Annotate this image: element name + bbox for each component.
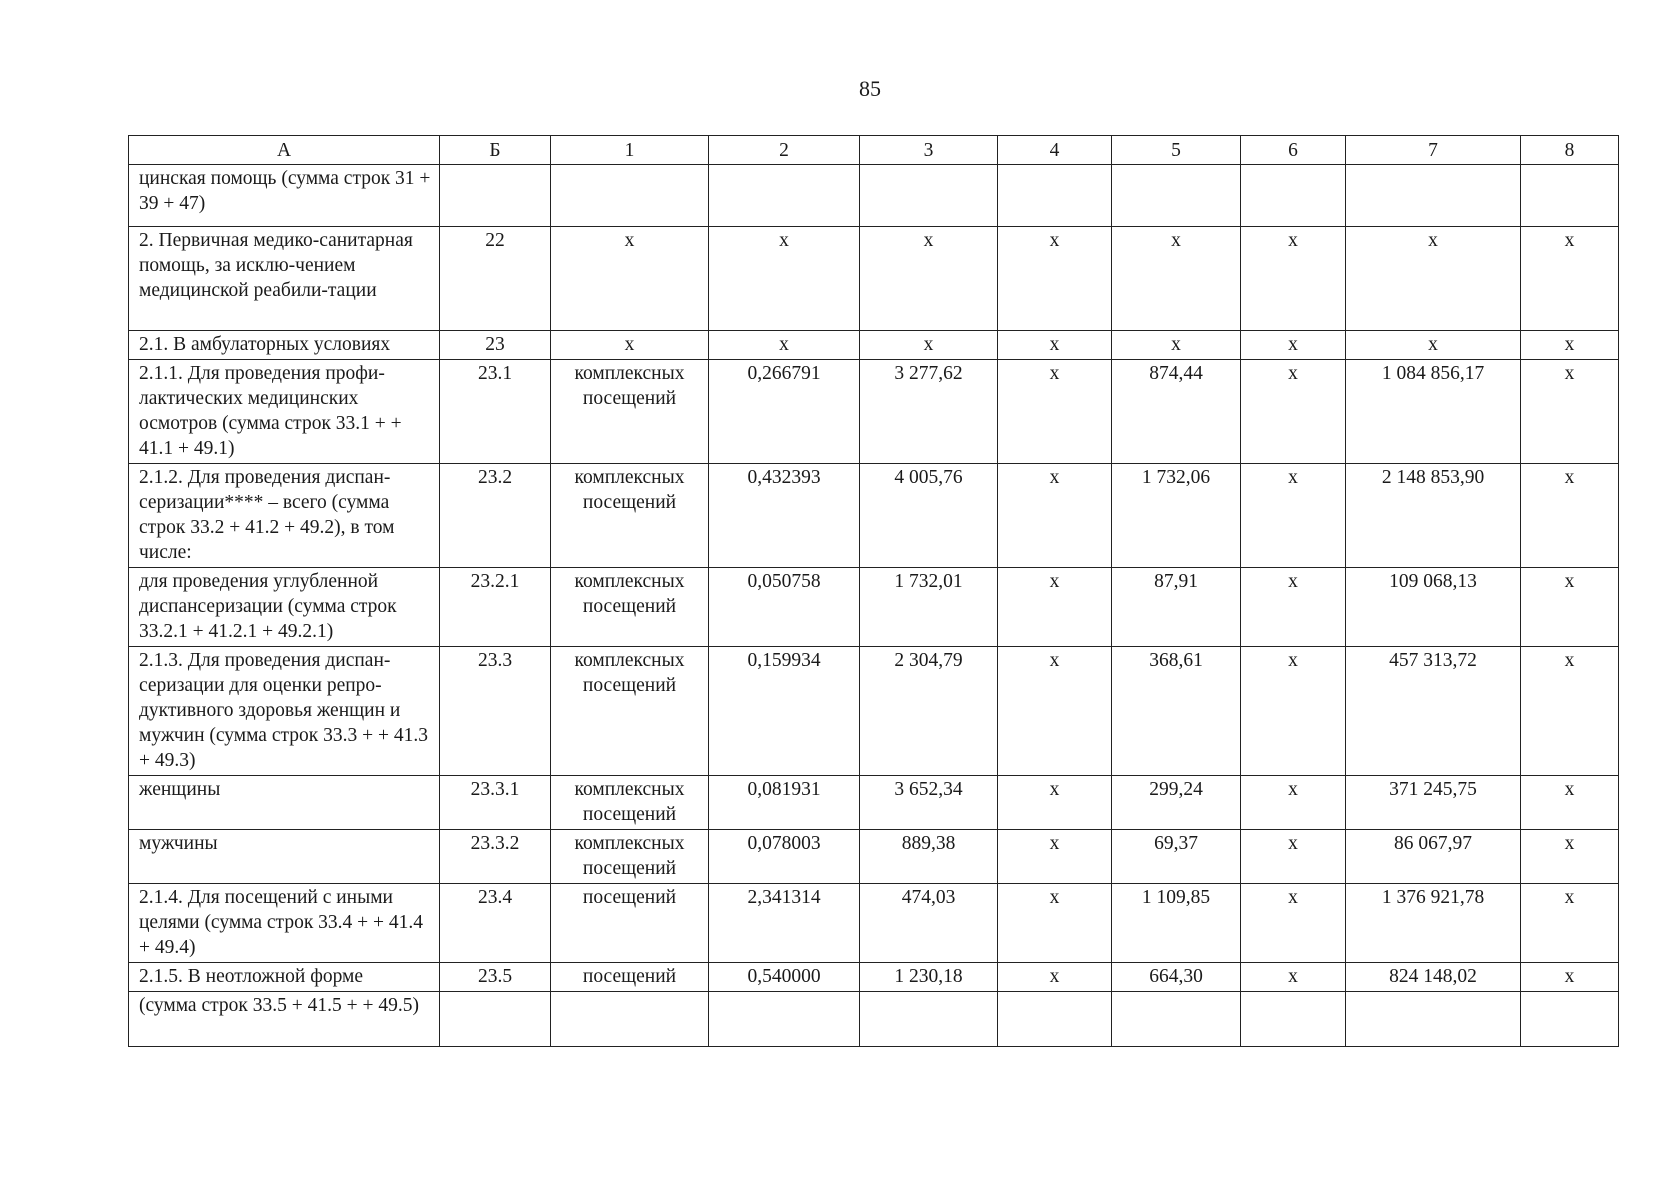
cell-col-6: х [1241, 776, 1346, 830]
cell-col-3: 889,38 [860, 830, 998, 884]
cell-col-5 [1112, 165, 1241, 227]
cell-col-5 [1112, 992, 1241, 1047]
cell-col-2: 0,050758 [709, 568, 860, 647]
cell-unit: комплексных посещений [551, 647, 709, 776]
cell-unit: х [551, 331, 709, 360]
cell-col-2: 0,078003 [709, 830, 860, 884]
header-col-4: 4 [998, 136, 1112, 165]
cell-col-7: 2 148 853,90 [1346, 464, 1521, 568]
row-code: 23.3 [440, 647, 551, 776]
cell-col-7: 1 084 856,17 [1346, 360, 1521, 464]
cell-col-4: х [998, 331, 1112, 360]
cell-col-8 [1521, 992, 1619, 1047]
cell-col-7: 457 313,72 [1346, 647, 1521, 776]
cell-col-8 [1521, 165, 1619, 227]
table-header [129, 136, 1619, 165]
cell-col-4: х [998, 776, 1112, 830]
cell-col-8: х [1521, 464, 1619, 568]
cell-col-7: х [1346, 331, 1521, 360]
cell-col-3: х [860, 227, 998, 331]
cell-col-8: х [1521, 963, 1619, 992]
cell-col-8: х [1521, 227, 1619, 331]
header-col-b: Б [440, 136, 551, 165]
cell-col-2 [709, 165, 860, 227]
cell-col-6: х [1241, 963, 1346, 992]
cell-col-3 [860, 992, 998, 1047]
row-label: (сумма строк 33.5 + 41.5 + + 49.5) [129, 992, 440, 1047]
row-code: 22 [440, 227, 551, 331]
row-code: 23.1 [440, 360, 551, 464]
row-code: 23.3.2 [440, 830, 551, 884]
header-col-7: 7 [1346, 136, 1521, 165]
table-body [129, 165, 1619, 1047]
cell-col-5: 368,61 [1112, 647, 1241, 776]
cell-col-8: х [1521, 568, 1619, 647]
row-label: для проведения углубленной диспансеризации (сумма строк 33.2.1 + 41.2.1 + 49.2.1) [129, 568, 440, 647]
cell-col-6: х [1241, 647, 1346, 776]
cell-col-7 [1346, 992, 1521, 1047]
cell-col-2: 0,266791 [709, 360, 860, 464]
cell-col-6: х [1241, 884, 1346, 963]
cell-col-7: 371 245,75 [1346, 776, 1521, 830]
cell-col-5: 874,44 [1112, 360, 1241, 464]
cell-col-3: 1 732,01 [860, 568, 998, 647]
row-code: 23 [440, 331, 551, 360]
cell-col-8: х [1521, 830, 1619, 884]
table-row [129, 776, 1619, 830]
cell-col-7: 109 068,13 [1346, 568, 1521, 647]
cell-col-2: 0,540000 [709, 963, 860, 992]
data-table [128, 135, 1619, 1047]
table-row [129, 830, 1619, 884]
row-label: 2.1. В амбулаторных условиях [129, 331, 440, 360]
cell-col-5: 87,91 [1112, 568, 1241, 647]
cell-col-8: х [1521, 776, 1619, 830]
row-label: 2.1.1. Для проведения профи-лактических медицинских осмотров (сумма строк 33.1 + + 41.1 + 49.1) [129, 360, 440, 464]
row-code: 23.4 [440, 884, 551, 963]
cell-col-6: х [1241, 360, 1346, 464]
row-code: 23.2 [440, 464, 551, 568]
cell-col-6: х [1241, 464, 1346, 568]
table-row [129, 227, 1619, 331]
row-code [440, 165, 551, 227]
cell-col-7 [1346, 165, 1521, 227]
header-col-5: 5 [1112, 136, 1241, 165]
table-row [129, 884, 1619, 963]
cell-unit: комплексных посещений [551, 830, 709, 884]
cell-unit: посещений [551, 963, 709, 992]
cell-unit: комплексных посещений [551, 464, 709, 568]
table-row [129, 992, 1619, 1047]
cell-unit [551, 992, 709, 1047]
cell-col-3: 474,03 [860, 884, 998, 963]
cell-col-6: х [1241, 830, 1346, 884]
cell-col-3: 1 230,18 [860, 963, 998, 992]
cell-col-8: х [1521, 884, 1619, 963]
table-row [129, 568, 1619, 647]
cell-col-2 [709, 992, 860, 1047]
cell-col-4: х [998, 963, 1112, 992]
header-col-8: 8 [1521, 136, 1619, 165]
row-label: цинская помощь (сумма строк 31 + 39 + 47) [129, 165, 440, 227]
cell-col-4: х [998, 884, 1112, 963]
cell-col-3: 4 005,76 [860, 464, 998, 568]
row-code: 23.3.1 [440, 776, 551, 830]
cell-col-2: 0,159934 [709, 647, 860, 776]
row-code [440, 992, 551, 1047]
cell-unit [551, 165, 709, 227]
row-code: 23.5 [440, 963, 551, 992]
header-col-a: А [129, 136, 440, 165]
cell-col-7: 86 067,97 [1346, 830, 1521, 884]
row-label: 2.1.4. Для посещений с иными целями (сумма строк 33.4 + + 41.4 + 49.4) [129, 884, 440, 963]
cell-col-2: 0,432393 [709, 464, 860, 568]
cell-col-8: х [1521, 647, 1619, 776]
cell-col-6 [1241, 992, 1346, 1047]
cell-col-5: х [1112, 227, 1241, 331]
row-label: 2.1.5. В неотложной форме [129, 963, 440, 992]
header-col-6: 6 [1241, 136, 1346, 165]
cell-col-6: х [1241, 568, 1346, 647]
table-row [129, 963, 1619, 992]
cell-col-2: 2,341314 [709, 884, 860, 963]
cell-col-5: 664,30 [1112, 963, 1241, 992]
cell-unit: комплексных посещений [551, 360, 709, 464]
cell-unit: посещений [551, 884, 709, 963]
cell-col-6 [1241, 165, 1346, 227]
cell-col-6: х [1241, 227, 1346, 331]
row-label: женщины [129, 776, 440, 830]
row-label: 2. Первичная медико-санитарная помощь, за исклю-чением медицинской реабили-тации [129, 227, 440, 331]
cell-col-2: х [709, 331, 860, 360]
header-col-2: 2 [709, 136, 860, 165]
table-row [129, 331, 1619, 360]
cell-col-7: 824 148,02 [1346, 963, 1521, 992]
header-col-1: 1 [551, 136, 709, 165]
cell-col-2: 0,081931 [709, 776, 860, 830]
table-row [129, 360, 1619, 464]
cell-col-8: х [1521, 331, 1619, 360]
table-row [129, 165, 1619, 227]
cell-col-4 [998, 165, 1112, 227]
header-row [129, 136, 1619, 165]
cell-col-5: х [1112, 331, 1241, 360]
cell-col-4: х [998, 464, 1112, 568]
cell-col-5: 69,37 [1112, 830, 1241, 884]
table-row [129, 464, 1619, 568]
row-label: мужчины [129, 830, 440, 884]
cell-col-7: х [1346, 227, 1521, 331]
page-number: 85 [859, 76, 881, 101]
cell-col-3: 3 277,62 [860, 360, 998, 464]
row-label: 2.1.3. Для проведения диспан-серизации для оценки репро-дуктивного здоровья женщин и мужчин (сумма строк 33.3 + + 41.3 + 49.3) [129, 647, 440, 776]
cell-col-8: х [1521, 360, 1619, 464]
row-code: 23.2.1 [440, 568, 551, 647]
cell-col-4 [998, 992, 1112, 1047]
cell-col-3: 3 652,34 [860, 776, 998, 830]
cell-col-3: 2 304,79 [860, 647, 998, 776]
cell-col-4: х [998, 568, 1112, 647]
cell-col-4: х [998, 647, 1112, 776]
cell-col-4: х [998, 360, 1112, 464]
table-row [129, 647, 1619, 776]
cell-col-5: 1 732,06 [1112, 464, 1241, 568]
cell-col-7: 1 376 921,78 [1346, 884, 1521, 963]
cell-col-3 [860, 165, 998, 227]
cell-col-3: х [860, 331, 998, 360]
cell-col-4: х [998, 830, 1112, 884]
row-label: 2.1.2. Для проведения диспан-серизации**** – всего (сумма строк 33.2 + 41.2 + 49.2), в том числе: [129, 464, 440, 568]
cell-unit: х [551, 227, 709, 331]
cell-col-4: х [998, 227, 1112, 331]
header-col-3: 3 [860, 136, 998, 165]
cell-unit: комплексных посещений [551, 776, 709, 830]
cell-col-5: 299,24 [1112, 776, 1241, 830]
cell-unit: комплексных посещений [551, 568, 709, 647]
cell-col-2: х [709, 227, 860, 331]
cell-col-6: х [1241, 331, 1346, 360]
cell-col-5: 1 109,85 [1112, 884, 1241, 963]
